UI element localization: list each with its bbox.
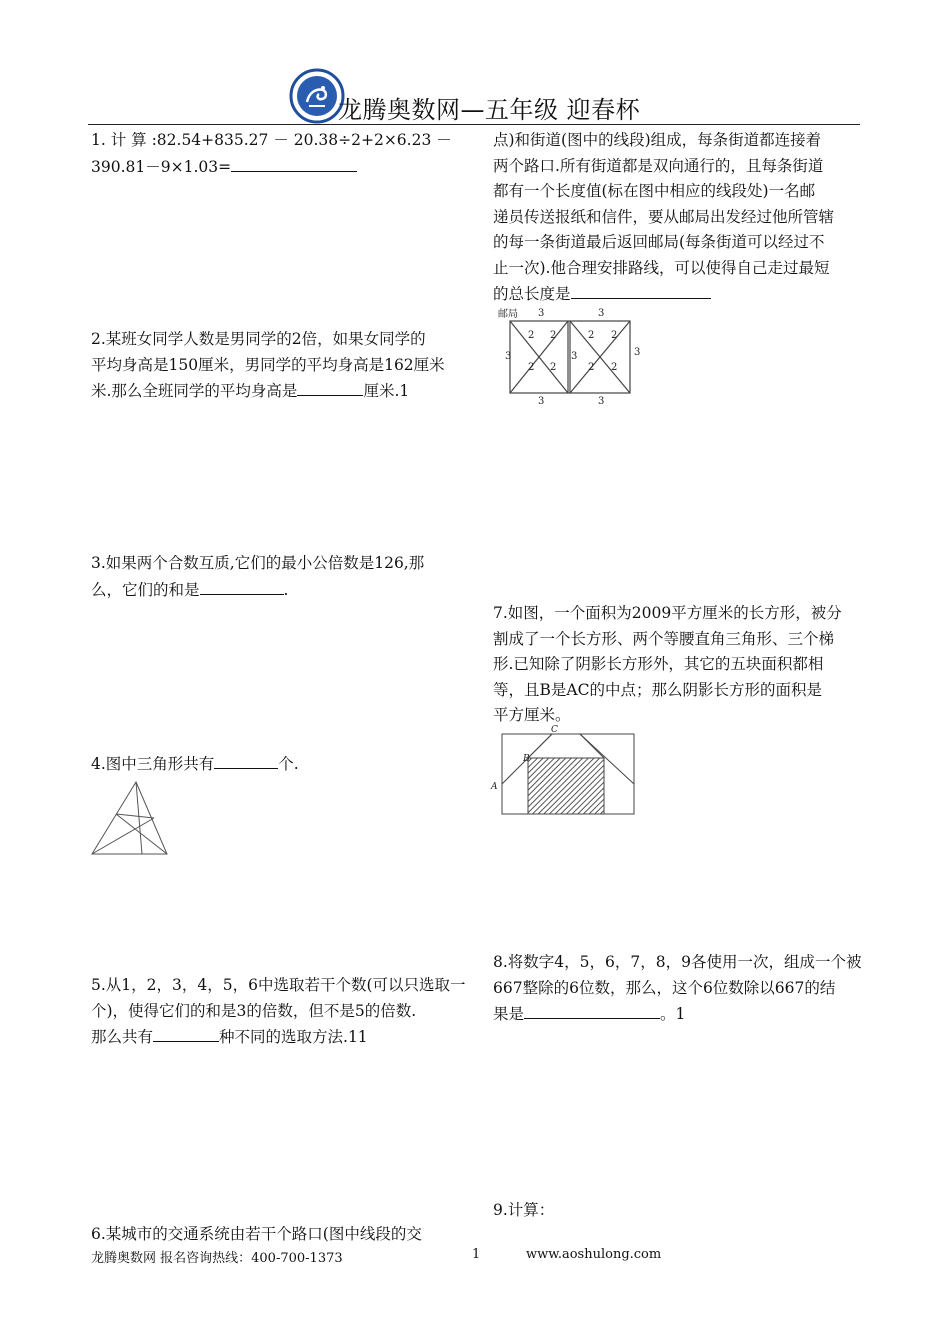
question-6-cont-line: 的每一条街道最后返回邮局(每条街道可以经过不 (493, 233, 825, 251)
question-5 (91, 973, 471, 1051)
question-1 (91, 128, 471, 180)
question-8-line3: 果是 (493, 1005, 525, 1023)
footer-page-number: 1 (472, 1247, 481, 1262)
trapezoid-edge (528, 734, 552, 758)
question-5-line3-end: 种不同的选取方法.11 (219, 1028, 368, 1046)
question-2-line3-end: 厘米.1 (363, 382, 410, 400)
street-length: 3 (598, 308, 605, 319)
street-length: 3 (505, 351, 512, 362)
question-6-cont-line: 都有一个长度值(标在图中相应的线段处)一名邮 (493, 182, 816, 200)
question-4 (91, 751, 471, 778)
question-6-cont-last: 的总长度是 (493, 285, 571, 303)
question-6 (91, 1222, 471, 1248)
question-2-line1: 2.某班女同学人数是男同学的2倍，如果女同学的 (91, 330, 426, 348)
question-4-text: 4.图中三角形共有 (91, 755, 215, 773)
post-office-label: 邮局 (498, 309, 518, 320)
page-title: 龙腾奥数网—五年级 迎春杯 (338, 96, 641, 124)
question-6-cont-line: 两个路口.所有街道都是双向通行的，且每条街道 (493, 156, 824, 175)
answer-blank-3 (200, 577, 284, 595)
point-b-label: B (523, 754, 530, 764)
street-figure (492, 304, 652, 412)
question-7-line: 等，且B是AC的中点；那么阴影长方形的面积是 (493, 680, 822, 699)
question-5-line3: 那么共有 (91, 1028, 154, 1046)
question-9-text: 9.计算： (493, 1201, 555, 1219)
street-length: 2 (550, 362, 557, 373)
street-length: 3 (571, 351, 578, 362)
street-length: 3 (634, 347, 641, 358)
point-c-label: C (551, 725, 558, 735)
street-length: 2 (528, 362, 535, 373)
answer-blank-1 (231, 154, 357, 172)
question-3-line2-end: . (283, 580, 289, 599)
street-length: 3 (538, 308, 545, 319)
header-rule (88, 124, 860, 125)
street-length: 2 (611, 362, 618, 373)
street-length: 2 (528, 330, 535, 341)
question-1-line2: 390.81－9×1.03= (91, 157, 232, 176)
question-2-line3: 米.那么全班同学的平均身高是 (91, 382, 298, 400)
answer-blank-5 (153, 1024, 219, 1042)
question-7-line: 割成了一个长方形、两个等腰直角三角形、三个梯 (493, 629, 835, 648)
footer-hotline: 龙腾奥数网 报名咨询热线：400-700-1373 (91, 1251, 343, 1266)
question-3-line2: 么，它们的和是 (91, 580, 200, 599)
question-6-cont-line: 止一次).他合理安排路线，可以使得自己走过最短 (493, 258, 830, 277)
question-7-line: 平方厘米。 (493, 706, 571, 724)
question-9 (493, 1198, 554, 1224)
question-7 (493, 601, 863, 729)
site-logo (289, 68, 345, 124)
question-7-line: 7.如图，一个面积为2009平方厘米的长方形，被分 (493, 604, 842, 622)
answer-blank-8 (524, 1001, 660, 1019)
question-1-line1: 1. 计 算 :82.54+835.27 － 20.38÷2+2×6.23 － (91, 131, 452, 149)
question-3 (91, 551, 471, 603)
triangle-figure (90, 780, 170, 862)
street-length: 2 (588, 362, 595, 373)
question-8-line2: 667整除的6位数，那么，这个6位数除以667的结 (493, 978, 836, 997)
question-2 (91, 327, 471, 405)
question-8 (493, 950, 863, 1028)
footer-url[interactable]: www.aoshulong.com (526, 1247, 662, 1262)
answer-blank-2 (297, 378, 363, 396)
rectangle-figure (488, 722, 640, 822)
question-6-cont-line: 递员传送报纸和信件，要从邮局出发经过他所管辖 (493, 207, 835, 226)
street-length: 3 (538, 396, 545, 407)
question-5-line2: 个)，使得它们的和是3的倍数，但不是5的倍数. (91, 1001, 417, 1020)
street-length: 3 (598, 396, 605, 407)
street-length: 2 (550, 330, 557, 341)
answer-blank-4 (214, 751, 278, 769)
question-3-line1: 3.如果两个合数互质,它们的最小公倍数是126,那 (91, 554, 425, 572)
point-a-label: A (491, 782, 498, 792)
shaded-rectangle (528, 758, 604, 814)
question-2-line2: 平均身高是150厘米，男同学的平均身高是162厘米 (91, 355, 445, 374)
street-length: 2 (611, 330, 618, 341)
question-8-line1: 8.将数字4，5，6，7，8，9各使用一次，组成一个被 (493, 953, 862, 971)
question-6-cont-line: 点)和街道(图中的线段)组成，每条街道都连接着 (493, 131, 822, 149)
question-6-continued (493, 128, 863, 308)
question-4-text-end: 个. (278, 755, 299, 773)
question-6-line1: 6.某城市的交通系统由若干个路口(图中线段的交 (91, 1225, 422, 1243)
street-length: 2 (588, 330, 595, 341)
outer-triangle (92, 782, 167, 854)
question-5-line1: 5.从1，2，3，4，5，6中选取若干个数(可以只选取一 (91, 976, 466, 994)
inner-line (116, 814, 154, 818)
answer-blank-6 (571, 281, 711, 299)
question-7-line: 形.已知除了阴影长方形外，其它的五块面积都相 (493, 655, 824, 673)
question-8-line3-end: 。1 (660, 1005, 686, 1023)
